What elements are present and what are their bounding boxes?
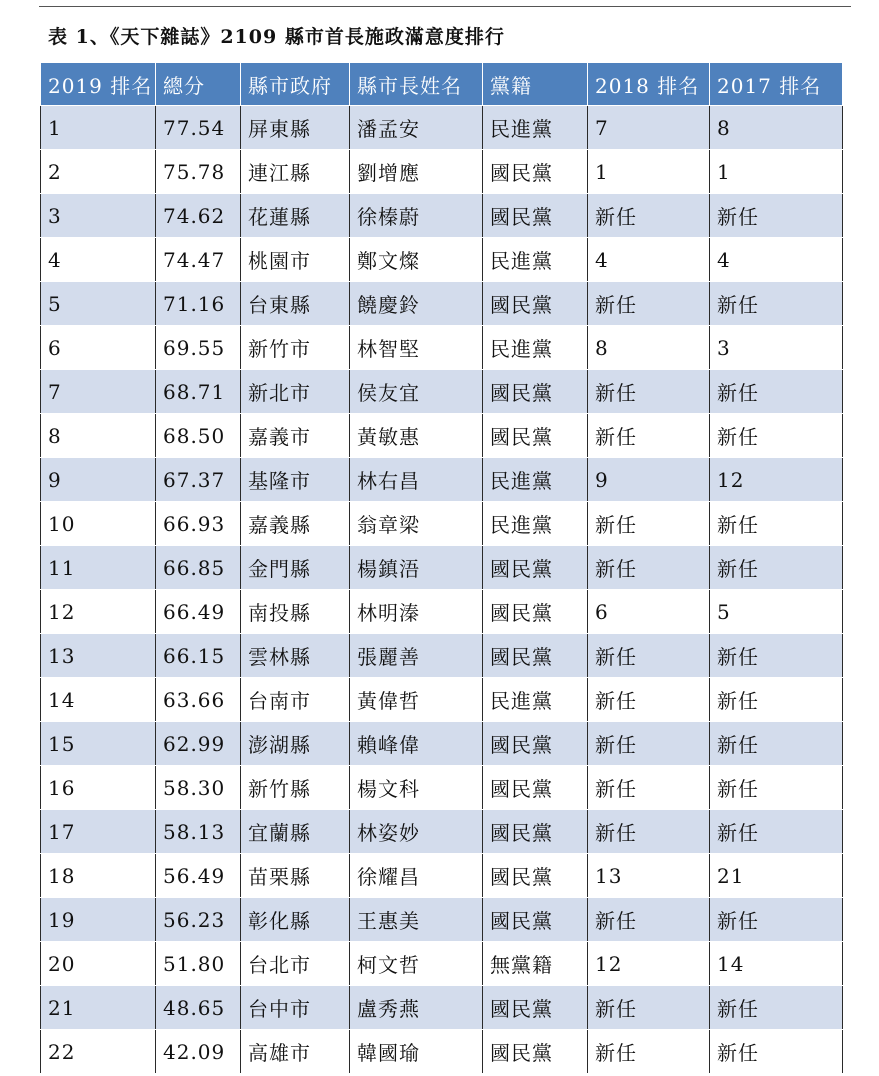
cell-city-government: 屏東縣 [241,106,350,150]
cell-party: 國民黨 [483,634,588,678]
cell-rank-2018: 新任 [588,546,710,590]
cell-city-government: 高雄市 [241,1030,350,1074]
table-row [41,766,843,810]
cell-rank-2019: 7 [41,370,156,414]
cell-rank-2019: 6 [41,326,156,370]
cell-rank-2018: 新任 [588,194,710,238]
cell-party: 國民黨 [483,986,588,1030]
cell-party: 國民黨 [483,194,588,238]
cell-rank-2019: 21 [41,986,156,1030]
table-row [41,590,843,634]
header-mayor-name: 縣市長姓名 [350,63,483,106]
cell-rank-2017: 新任 [710,898,843,942]
cell-rank-2018: 1 [588,150,710,194]
cell-rank-2019: 8 [41,414,156,458]
cell-rank-2018: 新任 [588,766,710,810]
cell-rank-2017: 新任 [710,722,843,766]
cell-rank-2018: 12 [588,942,710,986]
header-party: 黨籍 [483,63,588,106]
cell-party: 國民黨 [483,370,588,414]
cell-mayor-name: 柯文哲 [350,942,483,986]
cell-rank-2019: 5 [41,282,156,326]
cell-rank-2018: 新任 [588,986,710,1030]
cell-rank-2018: 新任 [588,678,710,722]
header-rank-2017: 2017 排名 [710,63,843,106]
ranking-table [40,62,843,1074]
cell-total-score: 69.55 [156,326,241,370]
cell-rank-2017: 新任 [710,546,843,590]
cell-rank-2017: 新任 [710,502,843,546]
cell-rank-2017: 3 [710,326,843,370]
cell-total-score: 68.50 [156,414,241,458]
cell-mayor-name: 黃敏惠 [350,414,483,458]
cell-city-government: 南投縣 [241,590,350,634]
cell-total-score: 66.49 [156,590,241,634]
cell-rank-2019: 9 [41,458,156,502]
cell-rank-2019: 3 [41,194,156,238]
cell-rank-2019: 15 [41,722,156,766]
cell-total-score: 77.54 [156,106,241,150]
cell-rank-2017: 12 [710,458,843,502]
cell-rank-2019: 2 [41,150,156,194]
cell-total-score: 66.93 [156,502,241,546]
header-total-score: 總分 [156,63,241,106]
cell-party: 國民黨 [483,722,588,766]
cell-rank-2019: 19 [41,898,156,942]
cell-party: 民進黨 [483,502,588,546]
cell-mayor-name: 盧秀燕 [350,986,483,1030]
cell-rank-2017: 5 [710,590,843,634]
table-row [41,722,843,766]
cell-city-government: 桃園市 [241,238,350,282]
cell-rank-2017: 新任 [710,370,843,414]
cell-rank-2019: 18 [41,854,156,898]
table-row [41,458,843,502]
cell-rank-2019: 11 [41,546,156,590]
cell-rank-2019: 17 [41,810,156,854]
cell-mayor-name: 王惠美 [350,898,483,942]
table-row [41,194,843,238]
cell-party: 民進黨 [483,326,588,370]
table-row [41,238,843,282]
cell-rank-2018: 新任 [588,722,710,766]
cell-party: 國民黨 [483,414,588,458]
cell-city-government: 台南市 [241,678,350,722]
cell-mayor-name: 林智堅 [350,326,483,370]
cell-rank-2017: 新任 [710,1030,843,1074]
table-row [41,502,843,546]
cell-party: 國民黨 [483,282,588,326]
cell-total-score: 56.23 [156,898,241,942]
cell-city-government: 台東縣 [241,282,350,326]
table-row [41,942,843,986]
cell-rank-2017: 新任 [710,414,843,458]
cell-party: 國民黨 [483,854,588,898]
cell-mayor-name: 楊鎮浯 [350,546,483,590]
cell-rank-2019: 4 [41,238,156,282]
cell-total-score: 66.15 [156,634,241,678]
cell-city-government: 嘉義縣 [241,502,350,546]
cell-rank-2019: 1 [41,106,156,150]
table-row [41,1030,843,1074]
cell-total-score: 58.13 [156,810,241,854]
cell-rank-2017: 14 [710,942,843,986]
cell-rank-2018: 13 [588,854,710,898]
cell-city-government: 台中市 [241,986,350,1030]
cell-rank-2018: 新任 [588,282,710,326]
cell-mayor-name: 徐榛蔚 [350,194,483,238]
cell-rank-2017: 4 [710,238,843,282]
table-header-row [41,63,843,106]
cell-city-government: 新北市 [241,370,350,414]
cell-rank-2017: 1 [710,150,843,194]
cell-party: 民進黨 [483,238,588,282]
cell-rank-2017: 新任 [710,986,843,1030]
cell-city-government: 宜蘭縣 [241,810,350,854]
table-body [41,106,843,1074]
cell-mayor-name: 侯友宜 [350,370,483,414]
table-row [41,810,843,854]
cell-city-government: 彰化縣 [241,898,350,942]
cell-rank-2018: 新任 [588,502,710,546]
cell-rank-2018: 新任 [588,414,710,458]
table-row [41,326,843,370]
cell-rank-2017: 新任 [710,810,843,854]
cell-mayor-name: 劉增應 [350,150,483,194]
cell-rank-2019: 20 [41,942,156,986]
cell-city-government: 新竹市 [241,326,350,370]
cell-rank-2017: 新任 [710,194,843,238]
table-row [41,986,843,1030]
cell-mayor-name: 林右昌 [350,458,483,502]
cell-rank-2018: 新任 [588,898,710,942]
cell-party: 國民黨 [483,1030,588,1074]
cell-city-government: 金門縣 [241,546,350,590]
cell-rank-2018: 8 [588,326,710,370]
cell-party: 國民黨 [483,766,588,810]
cell-total-score: 74.62 [156,194,241,238]
cell-rank-2018: 新任 [588,370,710,414]
table-row [41,678,843,722]
cell-party: 國民黨 [483,898,588,942]
cell-mayor-name: 林明溱 [350,590,483,634]
table-row [41,414,843,458]
cell-total-score: 62.99 [156,722,241,766]
header-rank-2018: 2018 排名 [588,63,710,106]
cell-total-score: 48.65 [156,986,241,1030]
table-caption: 表 1、《天下雜誌》2109 縣市首長施政滿意度排行 [48,26,505,48]
cell-rank-2019: 14 [41,678,156,722]
cell-rank-2018: 6 [588,590,710,634]
cell-mayor-name: 張麗善 [350,634,483,678]
cell-total-score: 68.71 [156,370,241,414]
cell-city-government: 基隆市 [241,458,350,502]
cell-total-score: 42.09 [156,1030,241,1074]
cell-city-government: 苗栗縣 [241,854,350,898]
cell-rank-2018: 新任 [588,1030,710,1074]
cell-rank-2018: 新任 [588,634,710,678]
cell-city-government: 台北市 [241,942,350,986]
header-rank-2019: 2019 排名 [41,63,156,106]
cell-rank-2017: 21 [710,854,843,898]
cell-rank-2017: 新任 [710,678,843,722]
table-row [41,370,843,414]
cell-party: 民進黨 [483,678,588,722]
table-row [41,854,843,898]
cell-city-government: 嘉義市 [241,414,350,458]
cell-rank-2019: 12 [41,590,156,634]
cell-mayor-name: 徐耀昌 [350,854,483,898]
cell-rank-2018: 9 [588,458,710,502]
table-row [41,634,843,678]
cell-mayor-name: 饒慶鈴 [350,282,483,326]
cell-rank-2018: 4 [588,238,710,282]
cell-party: 國民黨 [483,810,588,854]
cell-total-score: 63.66 [156,678,241,722]
cell-city-government: 新竹縣 [241,766,350,810]
table-row [41,282,843,326]
cell-mayor-name: 潘孟安 [350,106,483,150]
table-row [41,150,843,194]
cell-city-government: 花蓮縣 [241,194,350,238]
cell-mayor-name: 楊文科 [350,766,483,810]
cell-city-government: 連江縣 [241,150,350,194]
cell-party: 國民黨 [483,590,588,634]
cell-total-score: 74.47 [156,238,241,282]
cell-total-score: 71.16 [156,282,241,326]
cell-rank-2019: 10 [41,502,156,546]
cell-mayor-name: 韓國瑜 [350,1030,483,1074]
table-row [41,106,843,150]
cell-total-score: 51.80 [156,942,241,986]
cell-total-score: 56.49 [156,854,241,898]
cell-party: 國民黨 [483,150,588,194]
top-rule [39,6,851,7]
cell-mayor-name: 翁章梁 [350,502,483,546]
cell-party: 民進黨 [483,458,588,502]
cell-rank-2019: 16 [41,766,156,810]
cell-rank-2017: 新任 [710,766,843,810]
cell-party: 國民黨 [483,546,588,590]
cell-rank-2017: 8 [710,106,843,150]
cell-total-score: 58.30 [156,766,241,810]
cell-rank-2017: 新任 [710,282,843,326]
cell-mayor-name: 林姿妙 [350,810,483,854]
cell-mayor-name: 鄭文燦 [350,238,483,282]
cell-rank-2018: 新任 [588,810,710,854]
cell-party: 無黨籍 [483,942,588,986]
cell-total-score: 75.78 [156,150,241,194]
cell-mayor-name: 黃偉哲 [350,678,483,722]
cell-total-score: 67.37 [156,458,241,502]
table-row [41,898,843,942]
header-city-government: 縣市政府 [241,63,350,106]
cell-city-government: 澎湖縣 [241,722,350,766]
table-row [41,546,843,590]
cell-rank-2018: 7 [588,106,710,150]
cell-city-government: 雲林縣 [241,634,350,678]
cell-total-score: 66.85 [156,546,241,590]
cell-rank-2019: 22 [41,1030,156,1074]
cell-rank-2019: 13 [41,634,156,678]
cell-party: 民進黨 [483,106,588,150]
cell-rank-2017: 新任 [710,634,843,678]
cell-mayor-name: 賴峰偉 [350,722,483,766]
